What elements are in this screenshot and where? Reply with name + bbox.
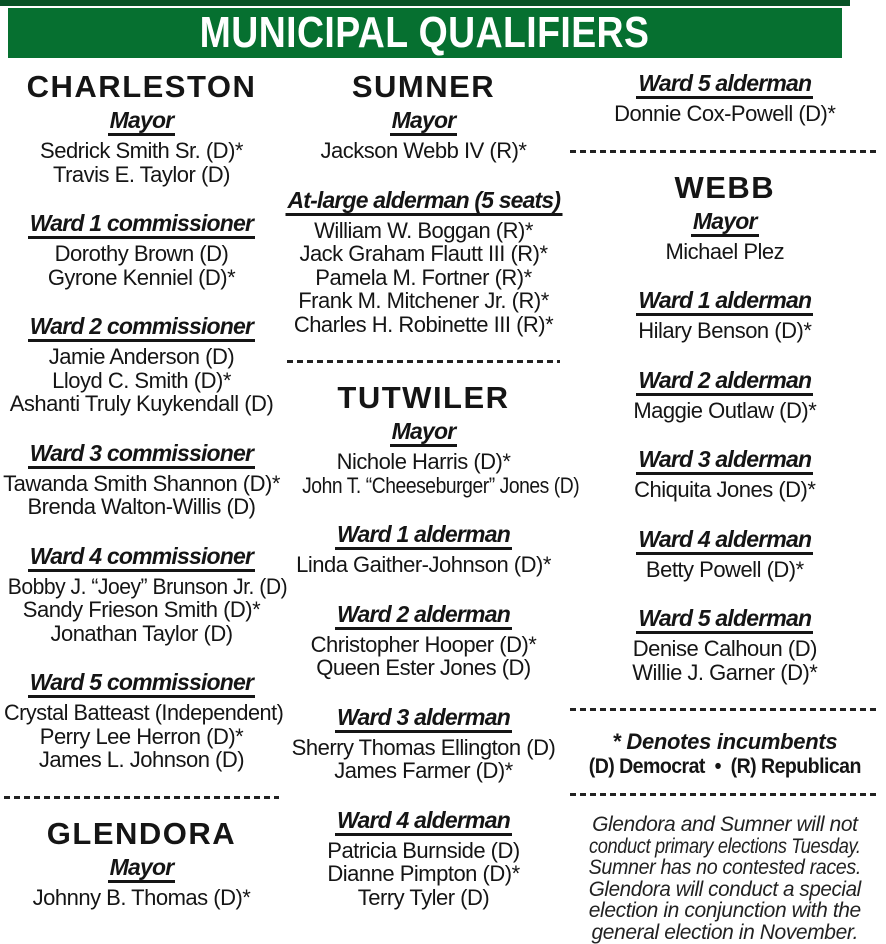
election-note-line: general election in November. [591, 920, 859, 944]
race-title-row [2, 854, 281, 883]
candidate-line: William W. Boggan (R)* [314, 217, 533, 243]
race-section [285, 601, 562, 680]
city-header: CHARLESTON [26, 69, 257, 104]
candidate-line: Lloyd C. Smith (D)* [52, 367, 231, 393]
candidate-line: Brenda Walton-Willis (D) [27, 494, 256, 519]
candidate-line: Travis E. Taylor (D) [52, 161, 231, 187]
election-note-line: election in conjunction with the [588, 899, 861, 922]
race-title-row [285, 521, 562, 550]
candidate-line: Sedrick Smith Sr. (D)* [40, 138, 243, 163]
candidate-line: Hilary Benson (D)* [638, 318, 812, 343]
candidate-line: Perry Lee Herron (D)* [39, 723, 244, 749]
candidate-line: Sherry Thomas Ellington (D) [291, 734, 556, 760]
candidate-line: Queen Ester Jones (D) [316, 655, 531, 680]
candidate-line: Ashanti Truly Kuykendall (D) [9, 391, 274, 416]
candidate-line: Denise Calhoun (D) [632, 636, 817, 661]
race-title: Ward 3 alderman [335, 704, 512, 733]
election-note [568, 814, 882, 943]
candidate-line: Nichole Harris (D)* [336, 449, 511, 474]
race-title-row [285, 601, 562, 630]
race-section [285, 187, 562, 337]
race-section [568, 605, 882, 684]
race-section [2, 854, 281, 910]
race-title-row [2, 440, 281, 469]
banner-top-stripe [0, 0, 850, 6]
race-section [2, 107, 281, 186]
race-section [2, 313, 281, 416]
race-title-row [568, 526, 882, 555]
dashed-divider [570, 793, 880, 796]
race-section [568, 70, 882, 126]
candidate-line: Sandy Frieson Smith (D)* [22, 597, 261, 622]
race-section [568, 208, 882, 264]
race-title: Mayor [691, 208, 759, 237]
race-title: Ward 4 alderman [335, 807, 512, 836]
election-note-line: Sumner has no contested races. [588, 856, 861, 879]
candidate-line: Dorothy Brown (D) [54, 241, 229, 266]
candidate-line: Frank M. Mitchener Jr. (R)* [298, 288, 549, 313]
race-title: Ward 1 alderman [636, 287, 813, 316]
candidate-line: Bobby J. “Joey” Brunson Jr. (D) [7, 573, 288, 599]
candidate-line: Dianne Pimpton (D)* [327, 861, 520, 886]
race-section [568, 367, 882, 423]
candidate-line: Willie J. Garner (D)* [632, 659, 818, 685]
race-section [285, 107, 562, 163]
race-title-row [2, 313, 281, 342]
race-section [568, 287, 882, 343]
legend-incumbents-note: * Denotes incumbents [612, 729, 838, 754]
column-left [0, 69, 288, 910]
race-title: Ward 5 commissioner [28, 669, 255, 698]
race-section [285, 704, 562, 783]
candidate-line: Jonathan Taylor (D) [50, 620, 233, 646]
dashed-divider [287, 360, 560, 363]
candidate-line: Michael Plez [665, 238, 785, 264]
race-title: Ward 5 alderman [636, 605, 813, 634]
race-title: Ward 2 alderman [636, 367, 813, 396]
columns-container [0, 69, 861, 944]
page-banner [8, 8, 842, 58]
candidate-line: Pamela M. Fortner (R)* [315, 264, 532, 290]
race-title: Mayor [108, 854, 176, 883]
candidate-line: Jamie Anderson (D) [48, 344, 235, 369]
candidate-line: James L. Johnson (D) [38, 747, 245, 772]
candidate-line: Terry Tyler (D) [357, 884, 490, 910]
race-title: Ward 3 alderman [636, 446, 813, 475]
election-note-line: Glendora and Sumner will not [592, 813, 858, 836]
race-title-row [2, 107, 281, 136]
candidate-line: Betty Powell (D)* [645, 556, 804, 582]
column-right [564, 70, 886, 944]
race-title-row [285, 107, 562, 136]
dashed-divider [4, 796, 279, 799]
race-title-row [568, 446, 882, 475]
race-title-row [285, 187, 561, 216]
candidate-line: Chiquita Jones (D)* [634, 477, 816, 502]
race-title-row [568, 208, 882, 237]
legend [568, 729, 882, 779]
page-title: MUNICIPAL QUALIFIERS [200, 8, 650, 57]
race-section [568, 526, 882, 582]
column-middle [283, 69, 580, 910]
race-title-row [2, 669, 281, 698]
election-note-line: conduct primary elections Tuesday. [588, 834, 861, 858]
candidate-line: Crystal Batteast (Independent) [3, 700, 284, 725]
race-title-row [568, 70, 882, 99]
candidate-line: James Farmer (D)* [334, 758, 513, 783]
candidate-line: Patricia Burnside (D) [327, 837, 520, 863]
city-header: GLENDORA [46, 815, 237, 851]
race-title-row [568, 287, 882, 316]
race-title-row [285, 807, 562, 836]
race-section [2, 669, 284, 772]
race-title-row [285, 704, 562, 733]
candidate-line: Johnny B. Thomas (D)* [32, 884, 251, 910]
race-title: Ward 2 alderman [335, 601, 512, 630]
race-section [2, 210, 281, 289]
race-title: Ward 1 commissioner [28, 210, 255, 239]
city-header: WEBB [674, 169, 776, 205]
election-note-line: Glendora will conduct a special [588, 877, 861, 901]
race-section [285, 418, 580, 498]
candidate-line: Linda Gaither-Johnson (D)* [296, 552, 551, 577]
city-header: TUTWILER [337, 380, 510, 415]
legend-party-key: (D) Democrat • (R) Republican [588, 755, 861, 778]
dashed-divider [570, 708, 880, 711]
race-title-row [568, 367, 882, 396]
race-title: Ward 4 commissioner [28, 543, 255, 572]
city-header: SUMNER [351, 69, 496, 104]
race-title: Ward 4 alderman [636, 526, 813, 555]
candidate-line: John T. “Cheeseburger” Jones (D) [302, 472, 580, 498]
race-title-row [568, 605, 882, 634]
candidate-line: Maggie Outlaw (D)* [633, 397, 817, 423]
candidate-line: Gyrone Kenniel (D)* [47, 264, 236, 290]
candidate-line: Christopher Hooper (D)* [310, 631, 537, 657]
race-section [568, 446, 882, 502]
race-title: Ward 2 commissioner [28, 313, 255, 342]
race-title-row [2, 543, 281, 572]
race-title-row [285, 418, 562, 447]
candidate-line: Charles H. Robinette III (R)* [293, 311, 554, 337]
race-title: Mayor [390, 418, 458, 447]
race-section [2, 440, 281, 519]
race-title: Ward 3 commissioner [28, 440, 255, 469]
race-title: Mayor [390, 107, 458, 136]
candidate-line: Donnie Cox-Powell (D)* [614, 101, 836, 126]
race-section [285, 521, 562, 577]
dashed-divider [570, 150, 880, 153]
race-title: Ward 5 alderman [636, 70, 813, 99]
race-title-row [2, 210, 281, 239]
candidate-line: Tawanda Smith Shannon (D)* [3, 470, 280, 496]
race-title: At-large alderman (5 seats) [285, 187, 562, 216]
race-title: Ward 1 alderman [335, 521, 512, 550]
race-section [285, 807, 562, 910]
candidate-line: Jackson Webb IV (R)* [320, 138, 527, 163]
race-title: Mayor [108, 107, 176, 136]
race-section [2, 542, 288, 646]
candidate-line: Jack Graham Flautt III (R)* [299, 241, 548, 266]
